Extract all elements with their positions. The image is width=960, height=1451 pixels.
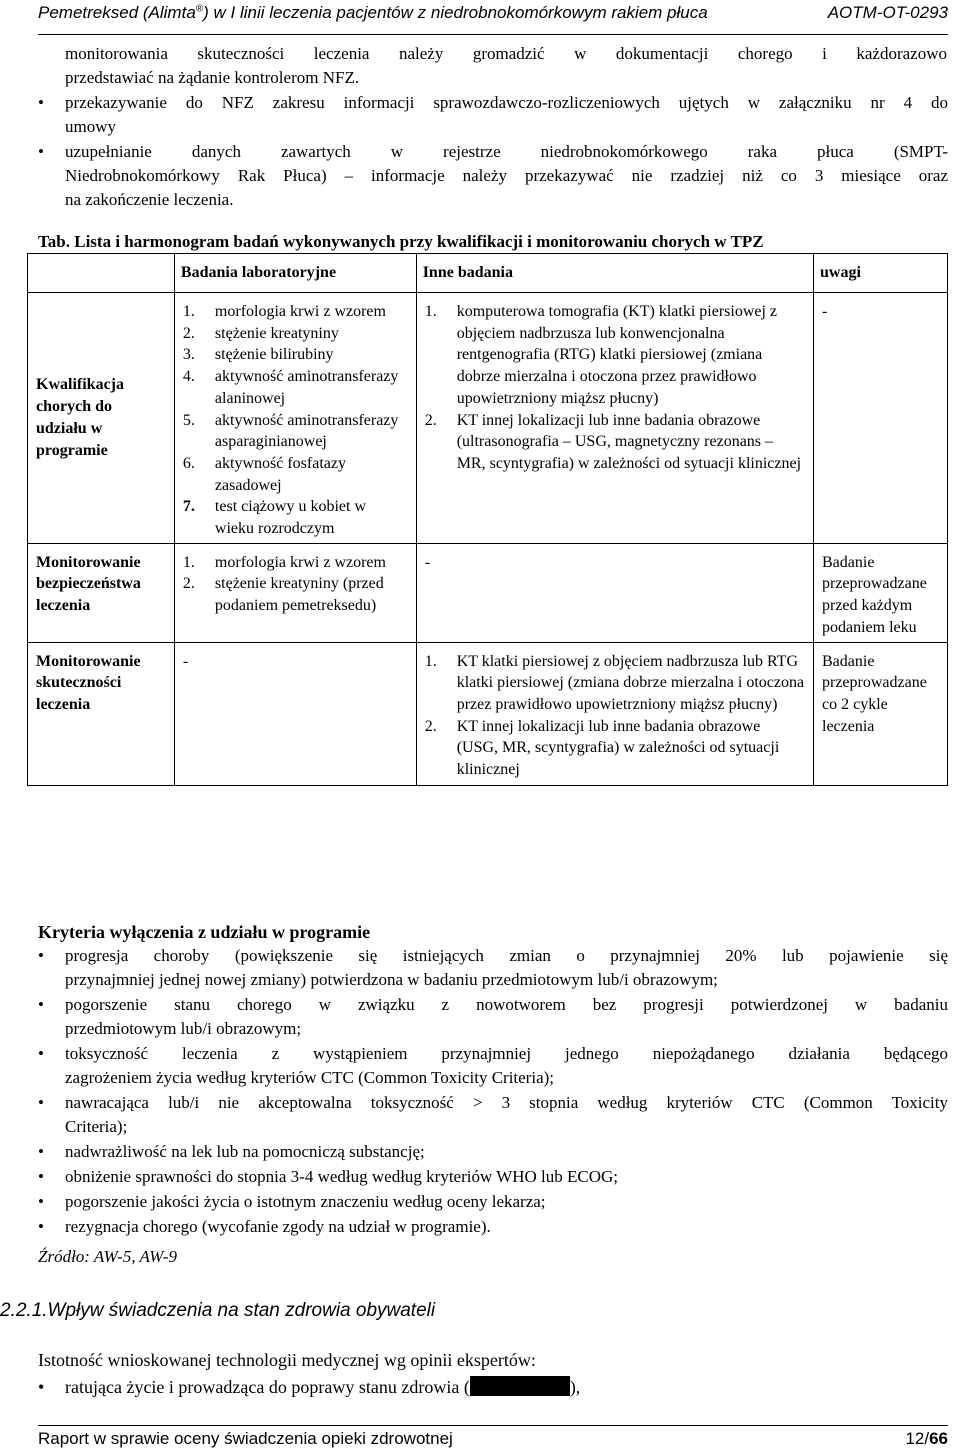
header-code: AOTM-OT-0293 (827, 3, 948, 22)
list-item: 5. aktywność aminotransferazy asparaginianowej (182, 411, 399, 451)
exclusion-item: • rezygnacja chorego (wycofanie zgody na udział w programie). (38, 1217, 491, 1236)
list-item: 1. morfologia krwi z wzorem (182, 553, 386, 571)
page-header (38, 0, 948, 35)
page-number: 12/66 (905, 1429, 948, 1448)
table-row (28, 543, 948, 642)
row-label: Monitorowanie bezpieczeństwa leczenia (28, 543, 175, 642)
source-note: Źródło: AW-5, AW-9 (38, 1247, 177, 1266)
exclusion-item: • obniżenie sprawności do stopnia 3-4 według według kryteriów WHO lub ECOG; (38, 1167, 619, 1186)
section-heading: 2.2.1.Wpływ świadczenia na stan zdrowia obywateli (0, 1300, 436, 1321)
list-item: 1. komputerowa tomografia (KT) klatki piersiowej z objęciem nadbrzusza lub konwencjonalna rentgenografia (RTG) klatki piersiowej (zmiana dobrze mierzalna i otoczona przez prawidłowo upowietrzniony miąższ płucny) (424, 303, 778, 407)
lab-cell (174, 293, 416, 544)
exclusion-title: Kryteria wyłączenia z udziału w programie (38, 922, 371, 942)
exclusion-item: • pogorszenie stanu chorego w związku z nowotworem bez progresji potwierdzonej w badaniu przedmiotowym lub/i obrazowym; (38, 995, 948, 1038)
table-caption: Tab. Lista i harmonogram badań wykonywanych przy kwalifikacji i monitorowaniu chorych w TPZ (38, 232, 764, 251)
notes-cell: Badanie przeprowadzane przed każdym podaniem leku (814, 543, 948, 642)
header-empty (28, 254, 175, 293)
redaction-box (470, 1376, 570, 1396)
list-item: 2. stężenie kreatyniny (przed podaniem pemetreksedu) (182, 575, 384, 615)
footer-title: Raport w sprawie oceny świadczenia opieki zdrowotnej (38, 1429, 453, 1448)
header-title: Pemetreksed (Alimta®) w I linii leczenia pacjentów z niedrobnokomórkowym rakiem płuca (38, 3, 708, 22)
exclusion-item: • progresja choroby (powiększenie się istniejących zmian o przynajmniej 20% lub pojawienie się przynajmniej jednej nowej zmiany) potwierdzona w badaniu przedmiotowym lub/i obrazowym; (38, 946, 948, 989)
list-item: 1. morfologia krwi z wzorem (182, 303, 386, 320)
exclusion-item: • nawracająca lub/i nie akceptowalna toksyczność > 3 stopnia według kryteriów CTC (Common Toxicity Criteria); (38, 1093, 948, 1136)
list-item: 4. aktywność aminotransferazy alaninowej (182, 368, 399, 407)
row-label: Monitorowanie skuteczności leczenia (28, 642, 175, 785)
list-item: 2. KT innej lokalizacji lub inne badania obrazowe (USG, MR, scyntygrafia) w zależności od sytuacji klinicznej (424, 717, 780, 779)
table-row (28, 642, 948, 785)
header-lab: Badania laboratoryjne (174, 254, 416, 293)
header-notes: uwagi (814, 254, 948, 293)
table-header-row (28, 254, 948, 293)
exclusion-item: • pogorszenie jakości życia o istotnym znaczeniu według oceny lekarza; (38, 1192, 546, 1211)
experts-intro: Istotność wnioskowanej technologii medycznej wg opinii ekspertów: (38, 1350, 536, 1370)
page-footer (38, 1425, 948, 1448)
lab-cell (174, 543, 416, 642)
bullet-item: • przekazywanie do NFZ zakresu informacji sprawozdawczo-rozliczeniowych ujętych w załączniku nr 4 do umowy (38, 93, 948, 136)
other-cell (416, 642, 813, 785)
list-item: 7. test ciążowy u kobiet w wieku rozrodczym (182, 498, 366, 538)
list-item: 2. stężenie kreatyniny (182, 324, 339, 342)
list-item: 6. aktywność fosfatazy zasadowej (182, 454, 346, 494)
exams-table (27, 253, 948, 786)
row-label: Kwalifikacja chorych do udziału w programie (28, 293, 175, 544)
experts-item: • ratująca życie i prowadząca do poprawy stanu zdrowia ( ), (38, 1377, 581, 1397)
intro-paragraph: monitorowania skuteczności leczenia należy gromadzić w dokumentacji chorego i każdorazowo przedstawiać na żądanie kontrolerom NFZ. (65, 44, 947, 87)
notes-cell: Badanie przeprowadzane co 2 cykle leczenia (814, 642, 948, 785)
table-row (28, 293, 948, 544)
other-cell (416, 293, 813, 544)
list-item: 1. KT klatki piersiowej z objęciem nadbrzusza lub RTG klatki piersiowej (zmiana dobrze mierzalna i otoczona przez prawidłowo upowietrzniony miąższ płucny) (424, 652, 805, 713)
exclusion-item: • nadwrażliwość na lek lub na pomocniczą substancję; (38, 1142, 425, 1161)
list-item: 2. KT innej lokalizacji lub inne badania obrazowe (ultrasonografia – USG, magnetyczny rezonans – MR, scyntygrafia) w zależności od sytuacji klinicznej (424, 411, 802, 472)
header-other: Inne badania (416, 254, 813, 293)
notes-cell: - (814, 293, 948, 544)
exclusion-item: • toksyczność leczenia z wystąpieniem przynajmniej jednego niepożądanego działania będącego zagrożeniem życia według kryteriów CTC (Common Toxicity Criteria); (38, 1044, 948, 1087)
other-cell: - (416, 543, 813, 642)
list-item: 3. stężenie bilirubiny (182, 346, 334, 364)
lab-cell: - (174, 642, 416, 785)
bullet-item: • uzupełnianie danych zawartych w rejestrze niedrobnokomórkowego raka płuca (SMPT- Niedrobnokomórkowy Rak Płuca) – informacje należy przekazywać nie rzadziej niż co 3 miesiące oraz na zakończenie leczenia. (38, 142, 948, 209)
